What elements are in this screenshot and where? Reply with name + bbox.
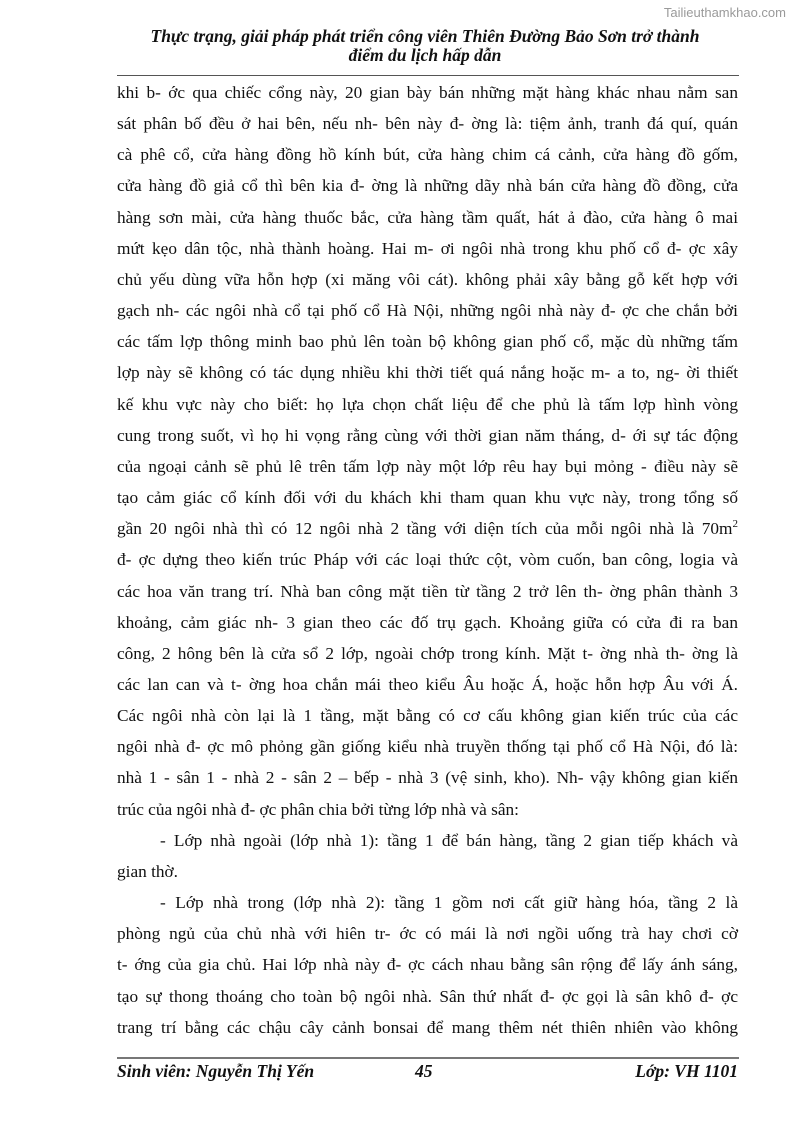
text-line: tạo sự thong thoáng cho toàn bộ ngôi nhà. Sân thứ nhất đ- ợc gọi là sân khô đ- ợc (117, 986, 738, 1006)
text-line: trang trí bằng các chậu cây cảnh bonsai để mang thêm nét thiên nhiên vào không (117, 1017, 738, 1037)
text-line: cửa hàng đồ giả cổ thì bên kia đ- ờng là những dãy nhà bán cửa hàng đồ đồng, cửa (117, 176, 738, 196)
text-line: nhà 1 - sân 1 - nhà 2 - sân 2 – bếp - nhà 3 (vệ sinh, kho). Nh- vậy không gian kiến (117, 768, 738, 788)
text-line: các tấm lợp thông minh bao phủ lên toàn bộ không gian phố cổ, mặc dù những tấm (117, 332, 738, 352)
text-line: hàng sơn mài, cửa hàng thuốc bắc, cửa hàng tầm quất, hát ả đào, cửa hàng ô mai (117, 207, 738, 227)
text-line: phòng ngủ của chủ nhà với hiên tr- ớc có mái là nơi ngồi uống trà hay chơi cờ (117, 924, 738, 944)
text-line-area (117, 513, 738, 544)
text-line: mứt kẹo dân tộc, nhà thành hoàng. Hai m- ơi ngôi nhà trong khu phố cổ đ- ợc xây (117, 238, 738, 258)
text-line: kế khu vực này cho biết: họ lựa chọn chất liệu để che phủ là tấm lợp hình vòng (117, 394, 738, 414)
text-line: sát phân bố đều ở hai bên, nếu nh- bên này đ- ờng là: tiệm ảnh, tranh đá quí, quán (117, 114, 738, 134)
footer-divider (117, 1057, 739, 1059)
text-line: gạch nh- các ngôi nhà cổ tại phố cổ Hà Nội, những ngôi nhà này đ- ợc che chắn bởi (117, 301, 738, 321)
text-line: cà phê cổ, cửa hàng đồng hồ kính bút, cửa hàng chim cá cảnh, cửa hàng đồ gốm, (117, 145, 738, 165)
watermark: Tailieuthamkhao.com (663, 5, 786, 20)
text-line: đ- ợc dựng theo kiến trúc Pháp với các loại thức cột, vòm cuốn, ban công, logia và (117, 550, 738, 570)
text-line: khi b- ớc qua chiếc cổng này, 20 gian bày bán những mặt hàng khác nhau nằm san (117, 83, 738, 102)
text-line: gần 20 ngôi nhà thì có 12 ngôi nhà 2 tầng với diện tích của mỗi ngôi nhà là 70m (117, 519, 733, 539)
text-line: gian thờ. (117, 861, 178, 881)
text-line: Các ngôi nhà còn lại là 1 tầng, mặt bằng có cơ cấu không gian kiến trúc của các (117, 706, 738, 726)
text-line: - Lớp nhà trong (lớp nhà 2): tầng 1 gồm nơi cất giữ hàng hóa, tầng 2 là (160, 893, 738, 913)
text-line: công, 2 hông bên là cửa sổ 2 lớp, ngoài chớp trong kính. Mặt t- ờng nhà th- ờng là (117, 643, 738, 663)
text-line: các hoa văn trang trí. Nhà ban công mặt tiền từ tầng 2 trở lên th- ờng phân thành 3 (117, 581, 738, 601)
text-line: ngôi nhà đ- ợc mô phỏng gần giống kiểu nhà truyền thống tại phố cổ Hà Nội, đó là: (117, 737, 738, 757)
title-line-2: điểm du lịch hấp dẫn (348, 45, 502, 65)
text-line: chủ yếu dùng vữa hỗn hợp (xi măng vôi cát). không phải xây bằng gỗ kết hợp với (117, 269, 738, 289)
body-text (117, 77, 738, 1043)
title-line-1: Thực trạng, giải pháp phát triển công viên Thiên Đường Bảo Sơn trở thành (150, 26, 700, 46)
text-line: tạo cảm giác cổ kính đối với du khách khi tham quan khu vực này, trong tổng số (117, 488, 738, 508)
page-number: 45 (415, 1061, 433, 1081)
text-line: của ngoại cảnh sẽ phủ lê trên tấm lợp này một lớp rêu hay bụi mỏng - điều này sẽ (117, 456, 738, 476)
text-line: khoảng, cảm giác nh- 3 gian theo các đố trụ gạch. Khoảng giữa có cửa đi ra ban (117, 612, 738, 632)
text-line: cung trong suốt, vì họ hi vọng rằng cùng với thời gian năm tháng, d- ới sự tác động (117, 425, 738, 445)
page-header-title (100, 27, 750, 65)
superscript: 2 (732, 518, 738, 531)
text-line: t- ớng của gia chủ. Hai lớp nhà này đ- ợc cách nhau bằng sân rộng để lấy ánh sáng, (117, 955, 738, 975)
text-line: lợp này sẽ không có tác dụng nhiều khi thời tiết quá nắng hoặc m- a to, ng- ời thiết (117, 363, 738, 383)
text-line: các lan can và t- ờng hoa chắn mái theo kiểu Âu hoặc Á, hoặc hỗn hợp Âu với Á. (117, 674, 738, 694)
footer-class: Lớp: VH 1101 (635, 1061, 738, 1081)
text-line: trúc của ngôi nhà đ- ợc phân chia bởi từng lớp nhà và sân: (117, 799, 519, 819)
header-divider (117, 75, 739, 76)
footer-student: Sinh viên: Nguyễn Thị Yến (117, 1061, 315, 1081)
text-line: - Lớp nhà ngoài (lớp nhà 1): tầng 1 để bán hàng, tầng 2 gian tiếp khách và (160, 830, 738, 850)
